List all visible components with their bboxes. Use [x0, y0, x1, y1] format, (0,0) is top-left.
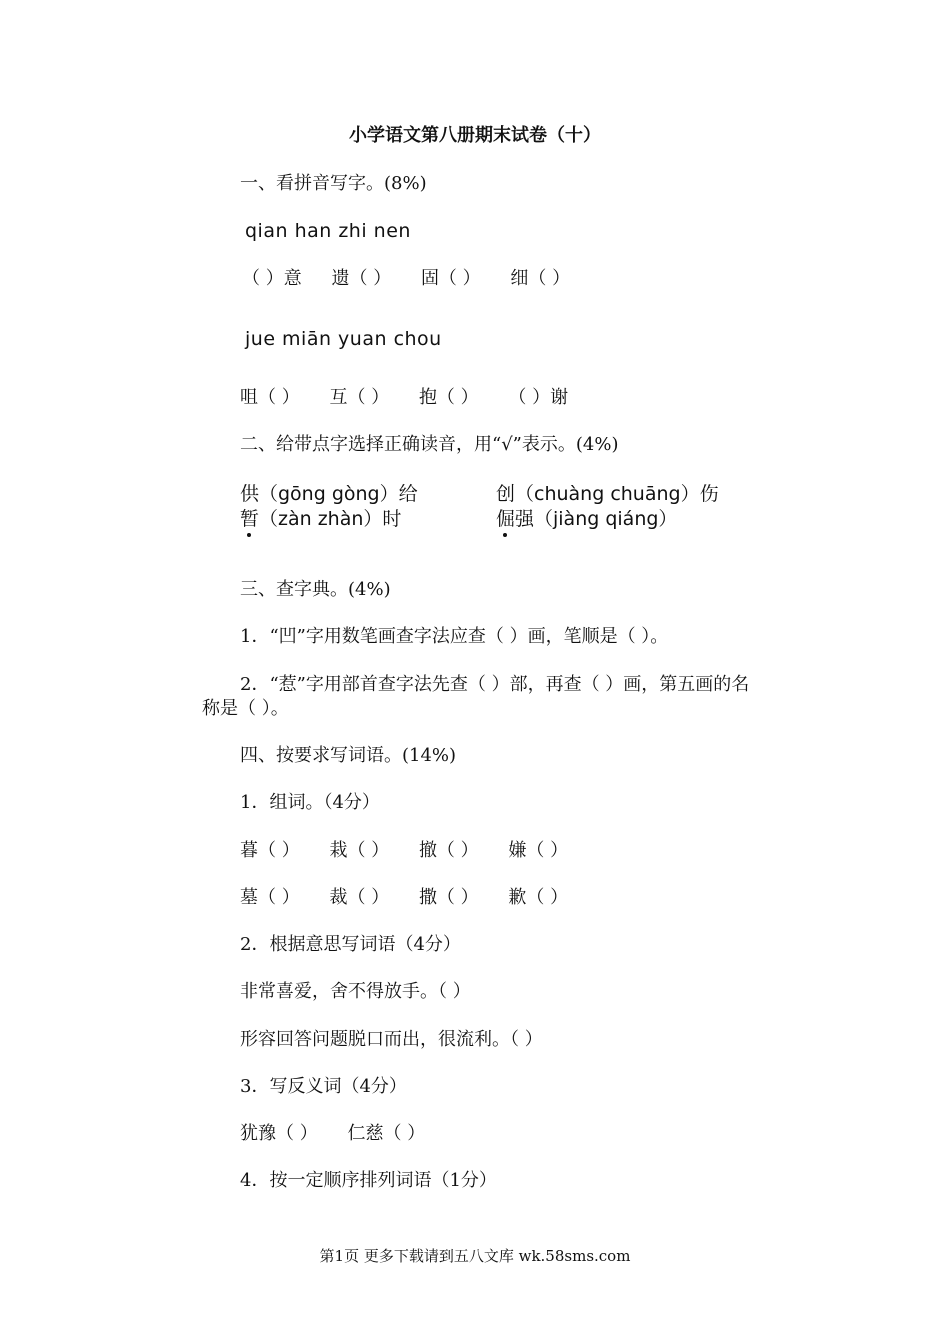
- section-2-heading: 二、给带点字选择正确读音，用“√”表示。(4%): [240, 434, 619, 455]
- word-row-2: [240, 887, 568, 909]
- word-item: 歉（ ）: [508, 887, 569, 908]
- question-3-1: 1．“凹”字用数笔画查字法应查（ ）画，笔顺是（ ）。: [240, 626, 669, 647]
- antonym-item: 仁慈（ ）: [347, 1123, 426, 1144]
- part-4-1: 1．组词。（4分）: [240, 792, 380, 813]
- part-4-3: 3．写反义词（4分）: [240, 1076, 407, 1097]
- blank-row-1: [242, 268, 570, 290]
- word-item: 撤（ ）: [418, 840, 479, 861]
- word-item: 嫌（ ）: [508, 840, 569, 861]
- word-item: 裁（ ）: [329, 887, 390, 908]
- blank-item: 咀（ ）: [240, 387, 300, 408]
- question-3-2-cont: 称是（ ）。: [202, 698, 289, 719]
- blank-item: 互（ ）: [329, 387, 390, 408]
- part-4-4: 4．按一定顺序排列词语（1分）: [240, 1170, 497, 1191]
- choice-zanshi: 暂（zàn zhàn）时: [240, 508, 402, 530]
- word-item: 暮（ ）: [240, 840, 300, 861]
- section-1-heading: 一、看拼音写字。(8%): [240, 173, 427, 194]
- emphasis-dot: [247, 533, 251, 537]
- blank-row-2: [240, 387, 568, 409]
- section-4-heading: 四、按要求写词语。(14%): [240, 745, 457, 766]
- blank-item: 固（ ）: [420, 268, 481, 289]
- choice-chuangshang: 创（chuàng chuāng）伤: [496, 483, 719, 505]
- blank-item: （ ）谢: [508, 387, 569, 408]
- antonym-row: [240, 1123, 425, 1145]
- word-item: 栽（ ）: [329, 840, 390, 861]
- part-4-2: 2．根据意思写词语（4分）: [240, 934, 461, 955]
- page-footer: 第1页 更多下载请到五八文库 wk.58sms.com: [319, 1247, 631, 1265]
- choice-gongji: 供（gōng gòng）给: [240, 483, 418, 505]
- meaning-2: 形容回答问题脱口而出，很流利。（ ）: [240, 1029, 543, 1050]
- emphasis-dot: [503, 533, 507, 537]
- blank-item: 抱（ ）: [418, 387, 479, 408]
- pinyin-line-1: qian han zhi nen: [245, 220, 411, 242]
- word-item: 墓（ ）: [240, 887, 300, 908]
- choice-juejiang: 倔强（jiàng qiáng）: [496, 508, 678, 530]
- word-item: 撒（ ）: [418, 887, 479, 908]
- blank-item: 遗（ ）: [331, 268, 392, 289]
- pronunciation-choices: [240, 482, 800, 538]
- document-title: 小学语文第八册期末试卷（十）: [349, 125, 601, 146]
- pinyin-line-2: jue miān yuan chou: [245, 328, 442, 350]
- antonym-item: 犹豫（ ）: [240, 1123, 318, 1144]
- meaning-1: 非常喜爱，舍不得放手。（ ）: [240, 981, 471, 1002]
- question-3-2: 2．“惹”字用部首查字法先查（ ）部，再查（ ）画，第五画的名: [240, 674, 750, 695]
- word-row-1: [240, 840, 568, 862]
- blank-item: 细（ ）: [510, 268, 571, 289]
- section-3-heading: 三、查字典。(4%): [240, 579, 391, 600]
- blank-item: （ ）意: [242, 268, 302, 289]
